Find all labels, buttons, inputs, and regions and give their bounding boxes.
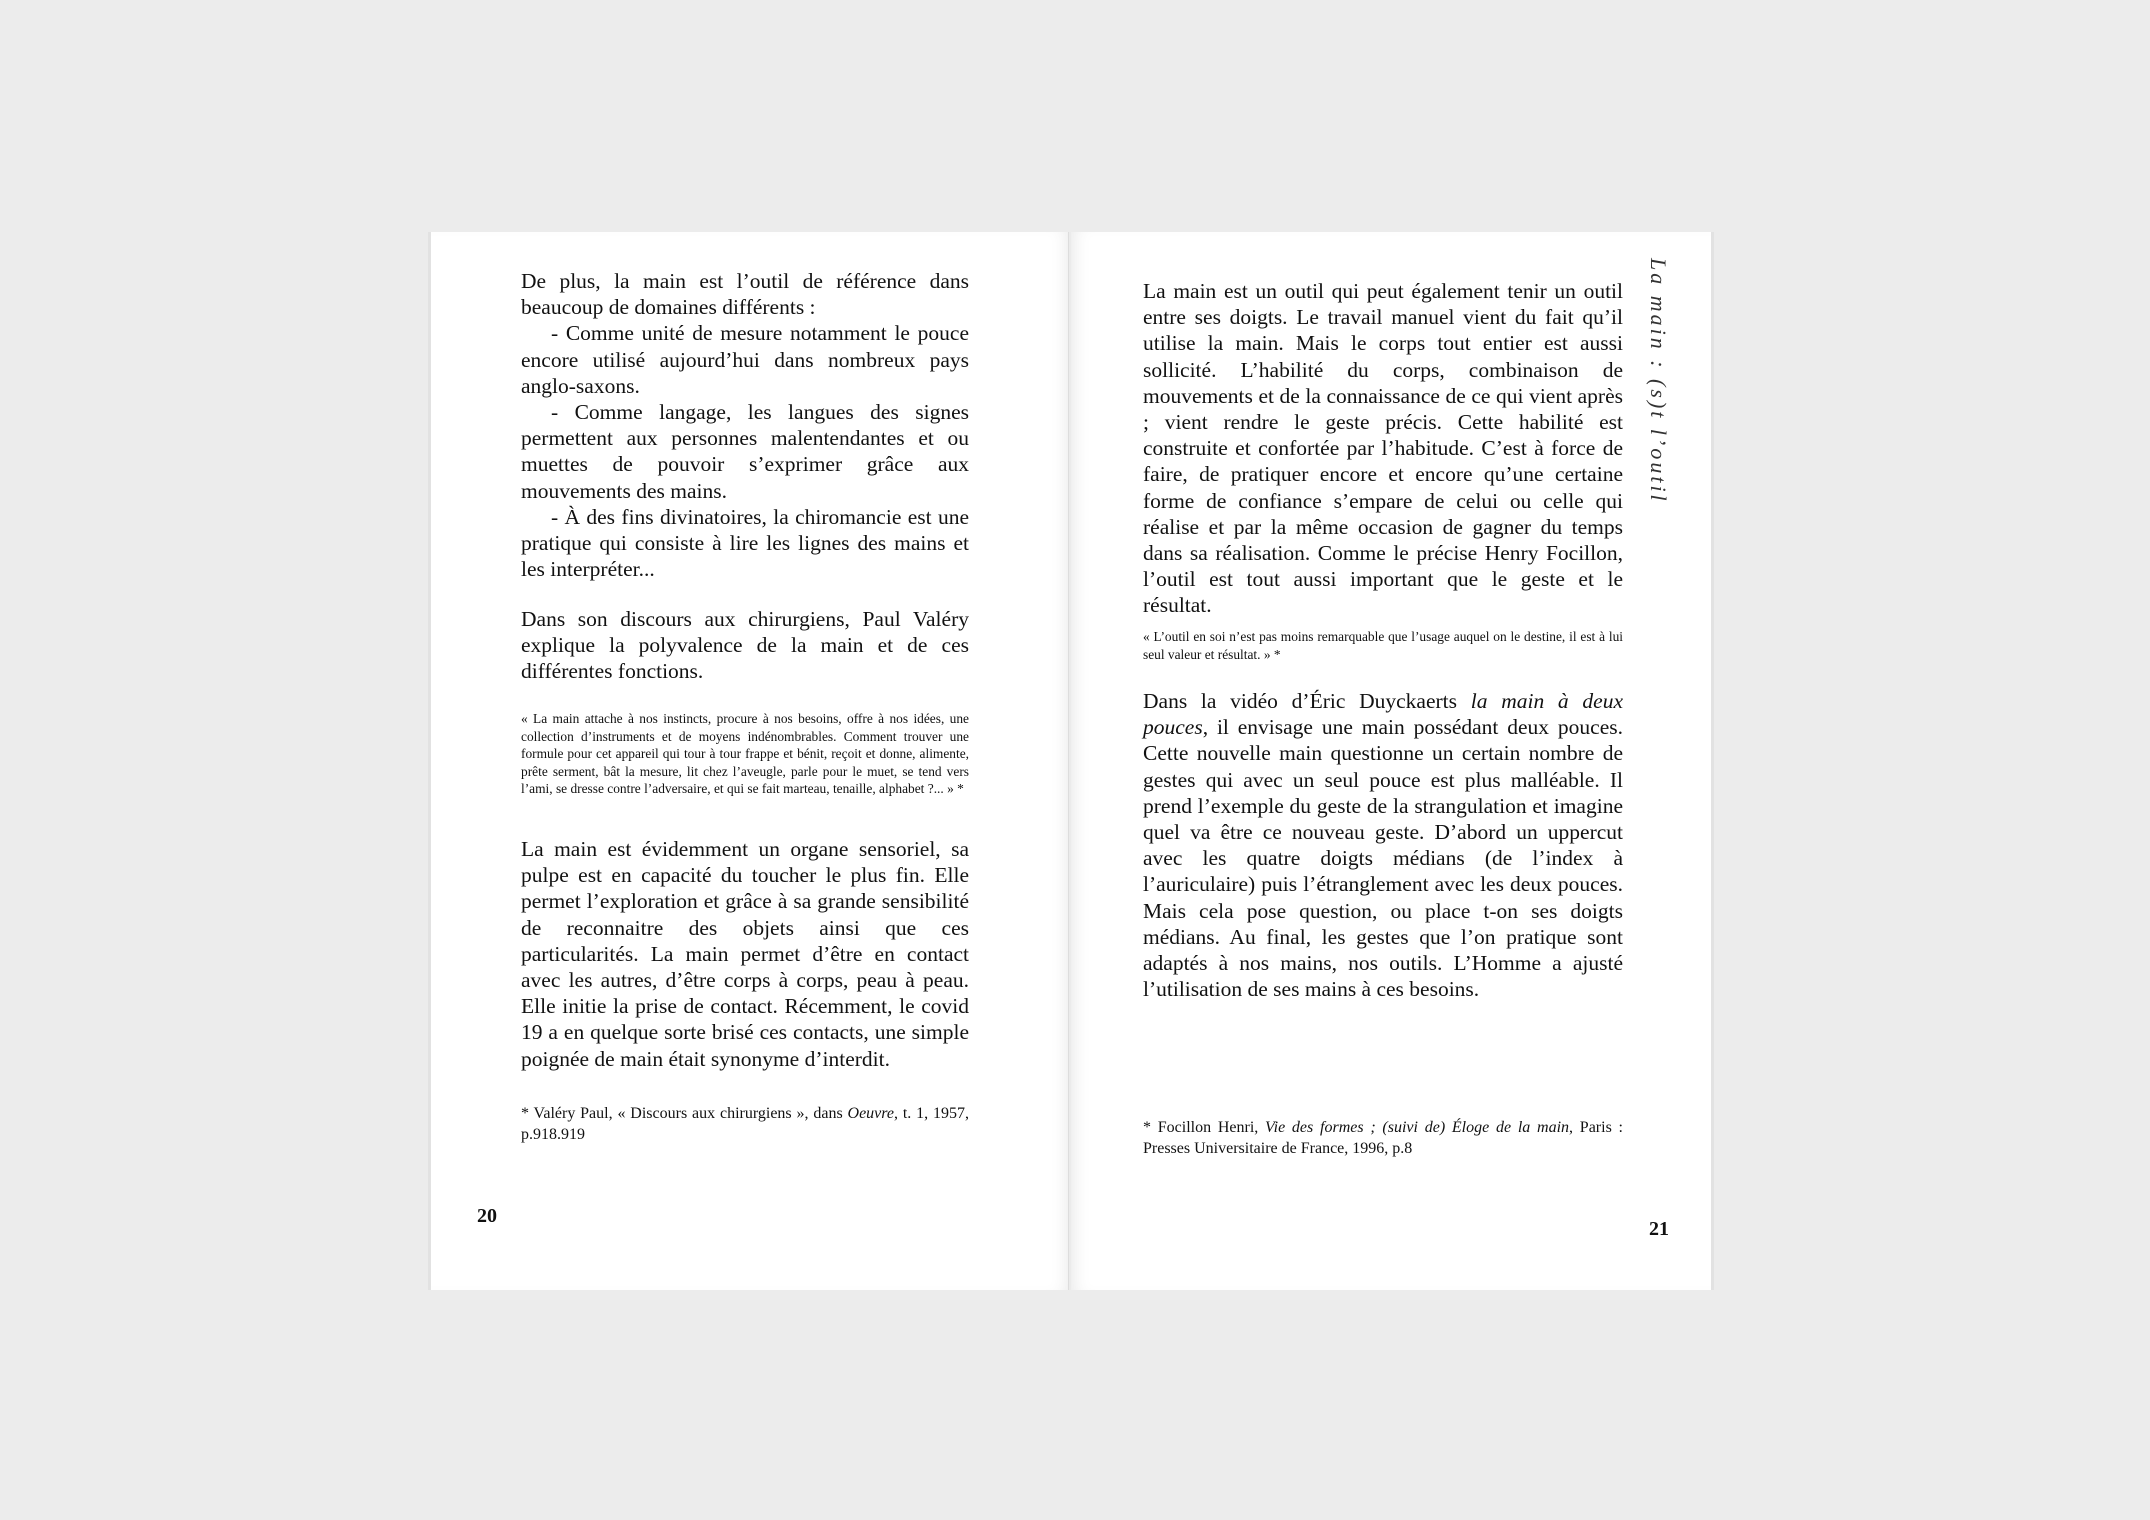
right-paragraph-duyckaerts [1143, 688, 1623, 1002]
left-intro-line: De plus, la main est l’outil de référence dans beaucoup de domaines différents : [521, 269, 969, 320]
right-duyckaerts-title: la main à deux pouces [1143, 689, 1624, 740]
running-title-vertical: La main : (s)t l’outil [1646, 258, 1671, 504]
left-page-number: 20 [477, 1205, 497, 1227]
left-footnote [521, 1104, 969, 1145]
right-quote-focillon: « L’outil en soi n’est pas moins remarquable que l’usage auquel on le destine, il est à lui seul valeur et résultat. » * [1143, 629, 1623, 662]
left-footnote-title: Oeuvre [847, 1105, 895, 1122]
left-bullet-measure: - Comme unité de mesure notamment le pouce encore utilisé aujourd’hui dans nombreux pays anglo-saxons. [521, 321, 969, 398]
right-footnote-text-a: * Focillon Henri, [1143, 1119, 1266, 1136]
right-footnote-title: Vie des formes ; (suivi de) Éloge de la main [1265, 1119, 1570, 1136]
open-book-spread [428, 232, 1714, 1290]
left-page [428, 232, 1070, 1290]
left-footnote-text-a: * Valéry Paul, « Discours aux chirurgiens », dans [521, 1105, 848, 1122]
left-bullet-language: - Comme langage, les langues des signes permettent aux personnes malentendantes et ou muettes de pouvoir s’exprimer grâce aux mouvements des mains. [521, 400, 969, 503]
right-footnote-text-b: , Paris : Presses Universitaire de France, 1996, p.8 [1143, 1119, 1624, 1157]
left-bullet-divination: - À des fins divinatoires, la chiromancie est une pratique qui consiste à lire les lignes des mains et les interpréter... [521, 504, 969, 582]
left-footnote-text-b: , t. 1, 1957, p.918.919 [521, 1105, 969, 1143]
right-footnote [1143, 1118, 1623, 1159]
right-page-number: 21 [1649, 1218, 1669, 1240]
right-duyckaerts-text-a: Dans la vidéo d’Éric Duyckaerts [1143, 689, 1471, 713]
left-paragraph-sensory: La main est évidemment un organe sensoriel, sa pulpe est en capacité du toucher le plus fin. Elle permet l’exploration et grâce à sa grande sensibilité de reconnaitre des objets ainsi que ces particularités. La main permet d’être en contact avec les autres, d’être corps à corps, peau à peau. Elle initie la prise de contact. Récemment, le covid 19 a en quelque sorte brisé ces contacts, une simple poignée de main était synonyme d’interdit. [521, 837, 969, 1071]
left-paragraph-domains [521, 268, 969, 582]
left-paragraph-valery: Dans son discours aux chirurgiens, Paul Valéry explique la polyvalence de la main et de ces différentes fonctions. [521, 607, 969, 684]
left-quote-valery: « La main attache à nos instincts, procure à nos besoins, offre à nos idées, une collection d’instruments et de moyens indénombrables. Comment trouver une formule pour cet appareil qui tour à tour frappe et bénit, reçoit et donne, alimente, prête serment, bât la mesure, lit chez l’aveugle, parle pour le muet, se tend vers l’ami, se dresse contre l’adversaire, et qui se fait marteau, tenaille, alphabet ?... » * [521, 711, 969, 796]
right-duyckaerts-text-b: , il envisage une main possédant deux pouces. Cette nouvelle main questionne un certain nombre de gestes qui avec un seul pouce est plus malléable. Il prend l’exemple du geste de la strangulation et imagine quel va être ce nouveau geste. D’abord un uppercut avec les quatre doigts médians (de l’index à l’auriculaire) puis l’étranglement avec les deux pouces. Mais cela pose question, ou place t-on ses doigts médians. Au final, les gestes que l’on pratique sont adaptés à nos mains, nos outils. L’Homme a ajusté l’utilisation de ses mains à ces besoins. [1143, 715, 1623, 1002]
right-page [1071, 232, 1714, 1290]
right-paragraph-tool: La main est un outil qui peut également tenir un outil entre ses doigts. Le travail manuel vient du fait qu’il utilise la main. Mais le corps tout entier est aussi sollicité. L’habilité du corps, combinaison de mouvements et de la connaissance de ce qui vient après ; vient rendre le geste précis. Cette habilité est construite et confortée par l’habitude. C’est à force de faire, de pratiquer encore et encore qu’une certaine forme de confiance s’empare de celui ou celle qui réalise et par la même occasion de gagner du temps dans sa réalisation. Comme le précise Henry Focillon, l’outil est tout aussi important que le geste et le résultat. [1143, 279, 1623, 618]
